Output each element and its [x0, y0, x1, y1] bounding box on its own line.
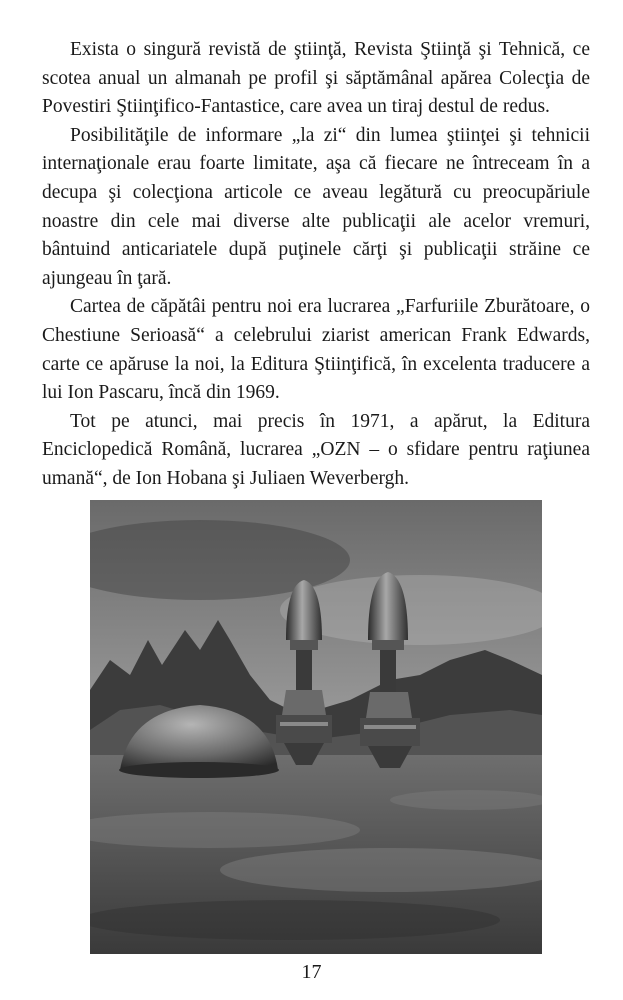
paragraph-3: Cartea de căpătâi pentru noi era lucrarea „Farfuriile Zburătoare, o Chestiune Serioasă“ a celebrului ziarist american Frank Edwards, carte ce apăruse la noi, la Editura Ştiinţifică, în excelenta traducere a lui Ion Pascaru, încă din 1969.	[42, 296, 590, 404]
page-number: 17	[301, 961, 322, 983]
body-text	[42, 36, 590, 494]
paragraph-1: Exista o singură revistă de ştiinţă, Revista Ştiinţă şi Tehnică, ce scotea anual un almanah pe profil şi săptămânal apărea Colecţia de Povestiri Ştiinţifico-Fantastice, care avea un tiraj destul de redus.	[42, 39, 590, 118]
paragraph-2: Posibilităţile de informare „la zi“ din lumea ştiinţei şi tehnicii internaţionale erau foarte limitate, aşa că fiecare ne întreceam în a decupa şi colecţiona articole ce aveau legătură cu preocupăriule noastre din cele mai diverse alte publicaţii ale acelor vremuri, bântuind anticariatele după puţinele cărţi şi publicaţii străine ce ajungeau în ţară.	[42, 124, 590, 289]
paragraph-4: Tot pe atunci, mai precis în 1971, a apărut, la Editura Enciclopedică Română, lucrarea „OZN – o sfidare pentru raţiunea umană“, de Ion Hobana şi Juliaen Weverbergh.	[42, 410, 590, 489]
illustration-figure	[90, 500, 542, 954]
sci-fi-landscape-image	[90, 500, 542, 954]
